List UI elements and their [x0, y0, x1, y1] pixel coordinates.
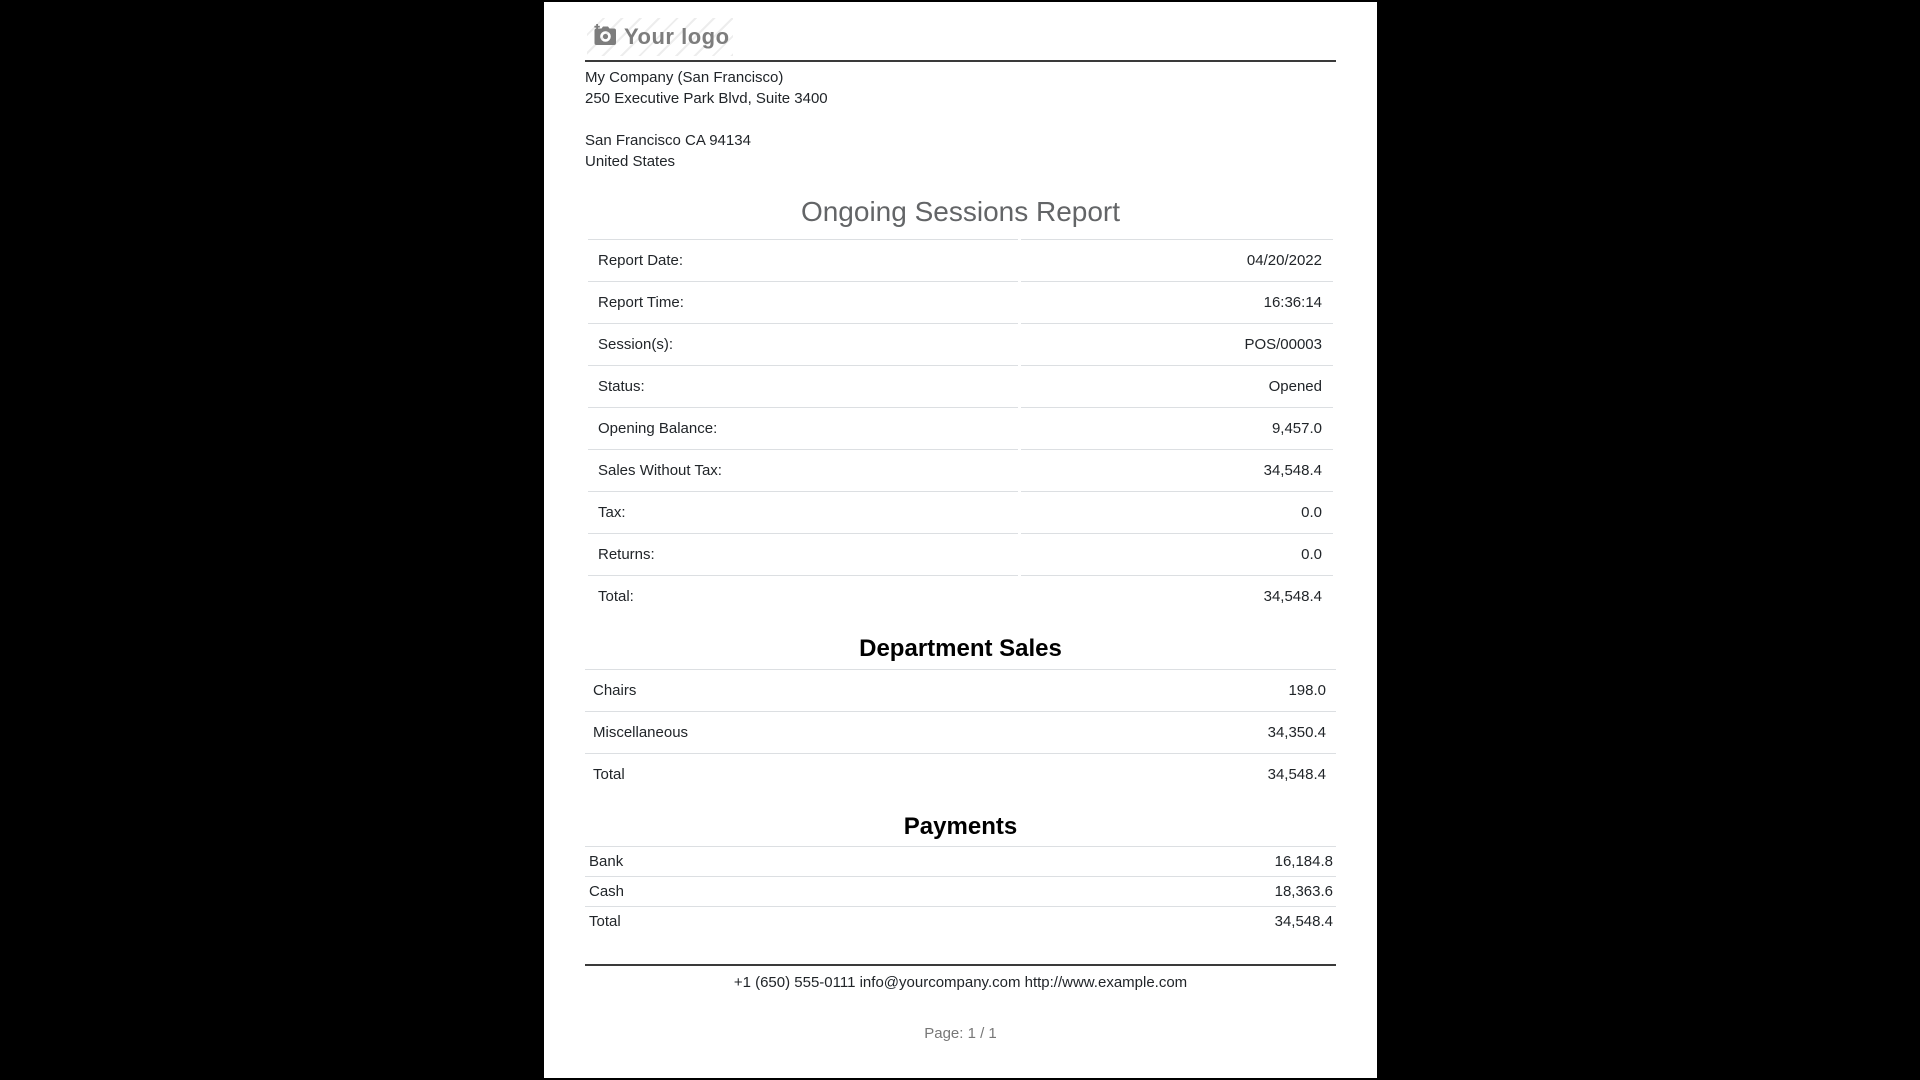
table-row — [588, 281, 1333, 323]
info-label: Returns: — [588, 533, 1018, 575]
company-contact-line: +1 (650) 555-0111 info@yourcompany.com http://www.example.com — [733, 974, 1188, 991]
payment-label: Bank — [585, 847, 877, 877]
dept-value: 198.0 — [1036, 670, 1336, 712]
table-row — [585, 907, 1336, 937]
info-value: 9,457.0 — [1021, 407, 1333, 449]
report-page — [544, 2, 1377, 1078]
table-row — [588, 323, 1333, 365]
address-spacer — [585, 109, 1336, 130]
table-row — [588, 407, 1333, 449]
table-row — [585, 877, 1336, 907]
info-label: Total: — [588, 575, 1018, 617]
table-row — [585, 754, 1336, 796]
company-name: My Company (San Francisco) — [585, 69, 784, 86]
payment-value: 16,184.8 — [877, 847, 1336, 877]
dept-label: Miscellaneous — [585, 712, 1036, 754]
dept-label: Total — [585, 754, 1036, 796]
table-row — [588, 239, 1333, 281]
info-value: 34,548.4 — [1021, 449, 1333, 491]
info-value: 34,548.4 — [1021, 575, 1333, 617]
dept-label: Chairs — [585, 670, 1036, 712]
info-value: 0.0 — [1021, 491, 1333, 533]
session-info-table — [585, 239, 1336, 617]
payments-table — [585, 846, 1336, 936]
logo-text: Your logo — [624, 24, 730, 49]
info-value: 16:36:14 — [1021, 281, 1333, 323]
company-address-block — [585, 67, 1336, 172]
info-label: Opening Balance: — [588, 407, 1018, 449]
camera-plus-icon — [593, 24, 617, 51]
payment-value: 18,363.6 — [877, 877, 1336, 907]
table-row — [585, 670, 1336, 712]
company-country: United States — [585, 153, 676, 170]
table-row — [585, 847, 1336, 877]
info-label: Report Time: — [588, 281, 1018, 323]
company-logo-placeholder — [587, 18, 733, 56]
payments-heading: Payments — [903, 813, 1018, 840]
payment-label: Total — [585, 907, 877, 937]
footer-divider — [585, 964, 1336, 966]
company-street: 250 Executive Park Blvd, Suite 3400 — [585, 90, 828, 107]
page-number: Page: 1 / 1 — [924, 1025, 997, 1042]
info-label: Sales Without Tax: — [588, 449, 1018, 491]
info-value: Opened — [1021, 365, 1333, 407]
table-row — [588, 491, 1333, 533]
info-value: POS/00003 — [1021, 323, 1333, 365]
info-value: 04/20/2022 — [1021, 239, 1333, 281]
table-row — [588, 365, 1333, 407]
table-row — [585, 712, 1336, 754]
dept-value: 34,350.4 — [1036, 712, 1336, 754]
company-city: San Francisco CA 94134 — [585, 132, 751, 149]
header-divider — [585, 60, 1336, 62]
payment-label: Cash — [585, 877, 877, 907]
payment-value: 34,548.4 — [877, 907, 1336, 937]
table-row — [588, 449, 1333, 491]
table-row — [588, 533, 1333, 575]
report-title: Ongoing Sessions Report — [800, 196, 1121, 227]
info-label: Status: — [588, 365, 1018, 407]
table-row — [588, 575, 1333, 617]
department-sales-table — [585, 669, 1336, 795]
info-label: Tax: — [588, 491, 1018, 533]
info-label: Report Date: — [588, 239, 1018, 281]
info-value: 0.0 — [1021, 533, 1333, 575]
info-label: Session(s): — [588, 323, 1018, 365]
department-sales-heading: Department Sales — [859, 635, 1062, 662]
dept-value: 34,548.4 — [1036, 754, 1336, 796]
